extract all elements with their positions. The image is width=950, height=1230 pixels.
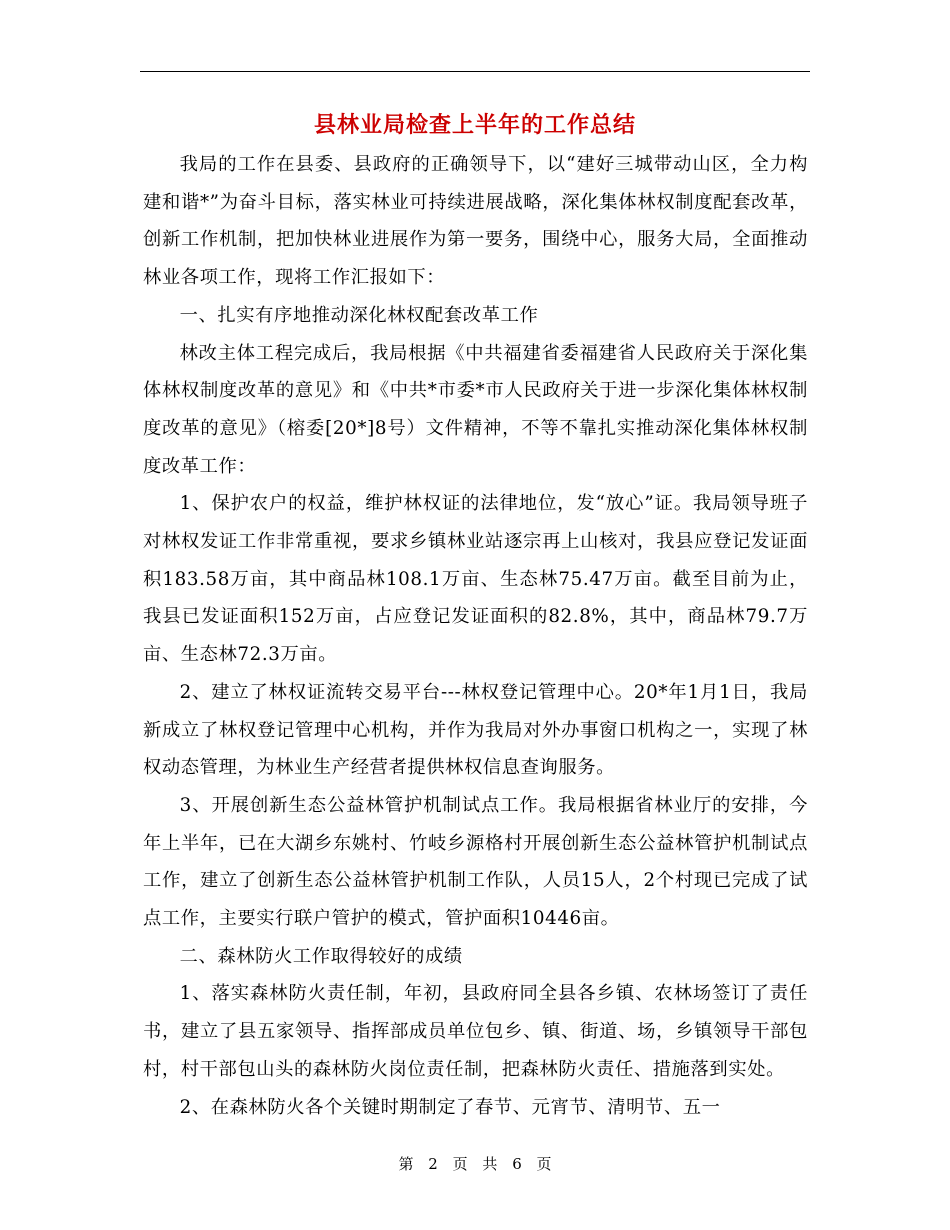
heading-section-2: 二、森林防火工作取得较好的成绩	[179, 945, 463, 967]
footer-total-pages: 6	[512, 1155, 522, 1173]
paragraph-fire-item-1: 1、落实森林防火责任制，年初，县政府同全县各乡镇、农林场签订了责任书，建立了县五家领导、指挥部成员单位包乡、镇、街道、场，乡镇领导干部包村，村干部包山头的森林防火岗位责任制，把森林防火责任、措施落到实处。	[143, 983, 808, 1080]
document-body	[143, 146, 808, 1126]
footer-label-total: 共	[482, 1155, 498, 1173]
heading-section-1: 一、扎实有序地推动深化林权配套改革工作	[179, 304, 539, 326]
document-title: 县林业局检查上半年的工作总结	[313, 113, 636, 138]
paragraph-item-1: 1、保护农户的权益，维护林权证的法律地位，发“放心”证。我局领导班子对林权发证工作非常重视，要求乡镇林业站逐宗再上山核对，我县应登记发证面积183.58万亩，其中商品林108.1万亩、生态林75.47万亩。截至目前为止，我县已发证面积152万亩，占应登记发证面积的82.8%，其中，商品林79.7万亩、生态林72.3万亩。	[143, 493, 808, 666]
footer-label-total-unit: 页	[536, 1155, 552, 1173]
paragraph-intro: 我局的工作在县委、县政府的正确领导下，以“建好三城带动山区，全力构建和谐*”为奋斗目标，落实林业可持续进展战略，深化集体林权制度配套改革，创新工作机制，把加快林业进展作为第一要务，围绕中心，服务大局，全面推动林业各项工作，现将工作汇报如下：	[143, 154, 808, 289]
paragraph-fire-item-2: 2、在森林防火各个关键时期制定了春节、元宵节、清明节、五一	[179, 1096, 721, 1118]
paragraph-item-2: 2、建立了林权证流转交易平台---林权登记管理中心。20*年1月1日，我局新成立了林权登记管理中心机构，并作为我局对外办事窗口机构之一，实现了林权动态管理，为林业生产经营者提供林权信息查询服务。	[143, 681, 808, 779]
page-footer	[0, 1153, 950, 1174]
footer-label-page-unit: 页	[452, 1155, 468, 1173]
footer-label-page: 第	[398, 1155, 414, 1173]
paragraph-item-3: 3、开展创新生态公益林管护机制试点工作。我局根据省林业厅的安排，今年上半年，已在大湖乡东姚村、竹岐乡源格村开展创新生态公益林管护机制试点工作，建立了创新生态公益林管护机制工作队，人员15人，2个村现已完成了试点工作，主要实行联户管护的模式，管护面积10446亩。	[143, 794, 808, 930]
paragraph-section-1-intro: 林改主体工程完成后，我局根据《中共福建省委福建省人民政府关于深化集体林权制度改革的意见》和《中共*市委*市人民政府关于进一步深化集体林权制度改革的意见》（榕委[20*]8号）文件精神，不等不靠扎实推动深化集体林权制度改革工作：	[143, 342, 808, 477]
footer-current-page: 2	[428, 1155, 438, 1173]
header-rule	[140, 71, 810, 72]
